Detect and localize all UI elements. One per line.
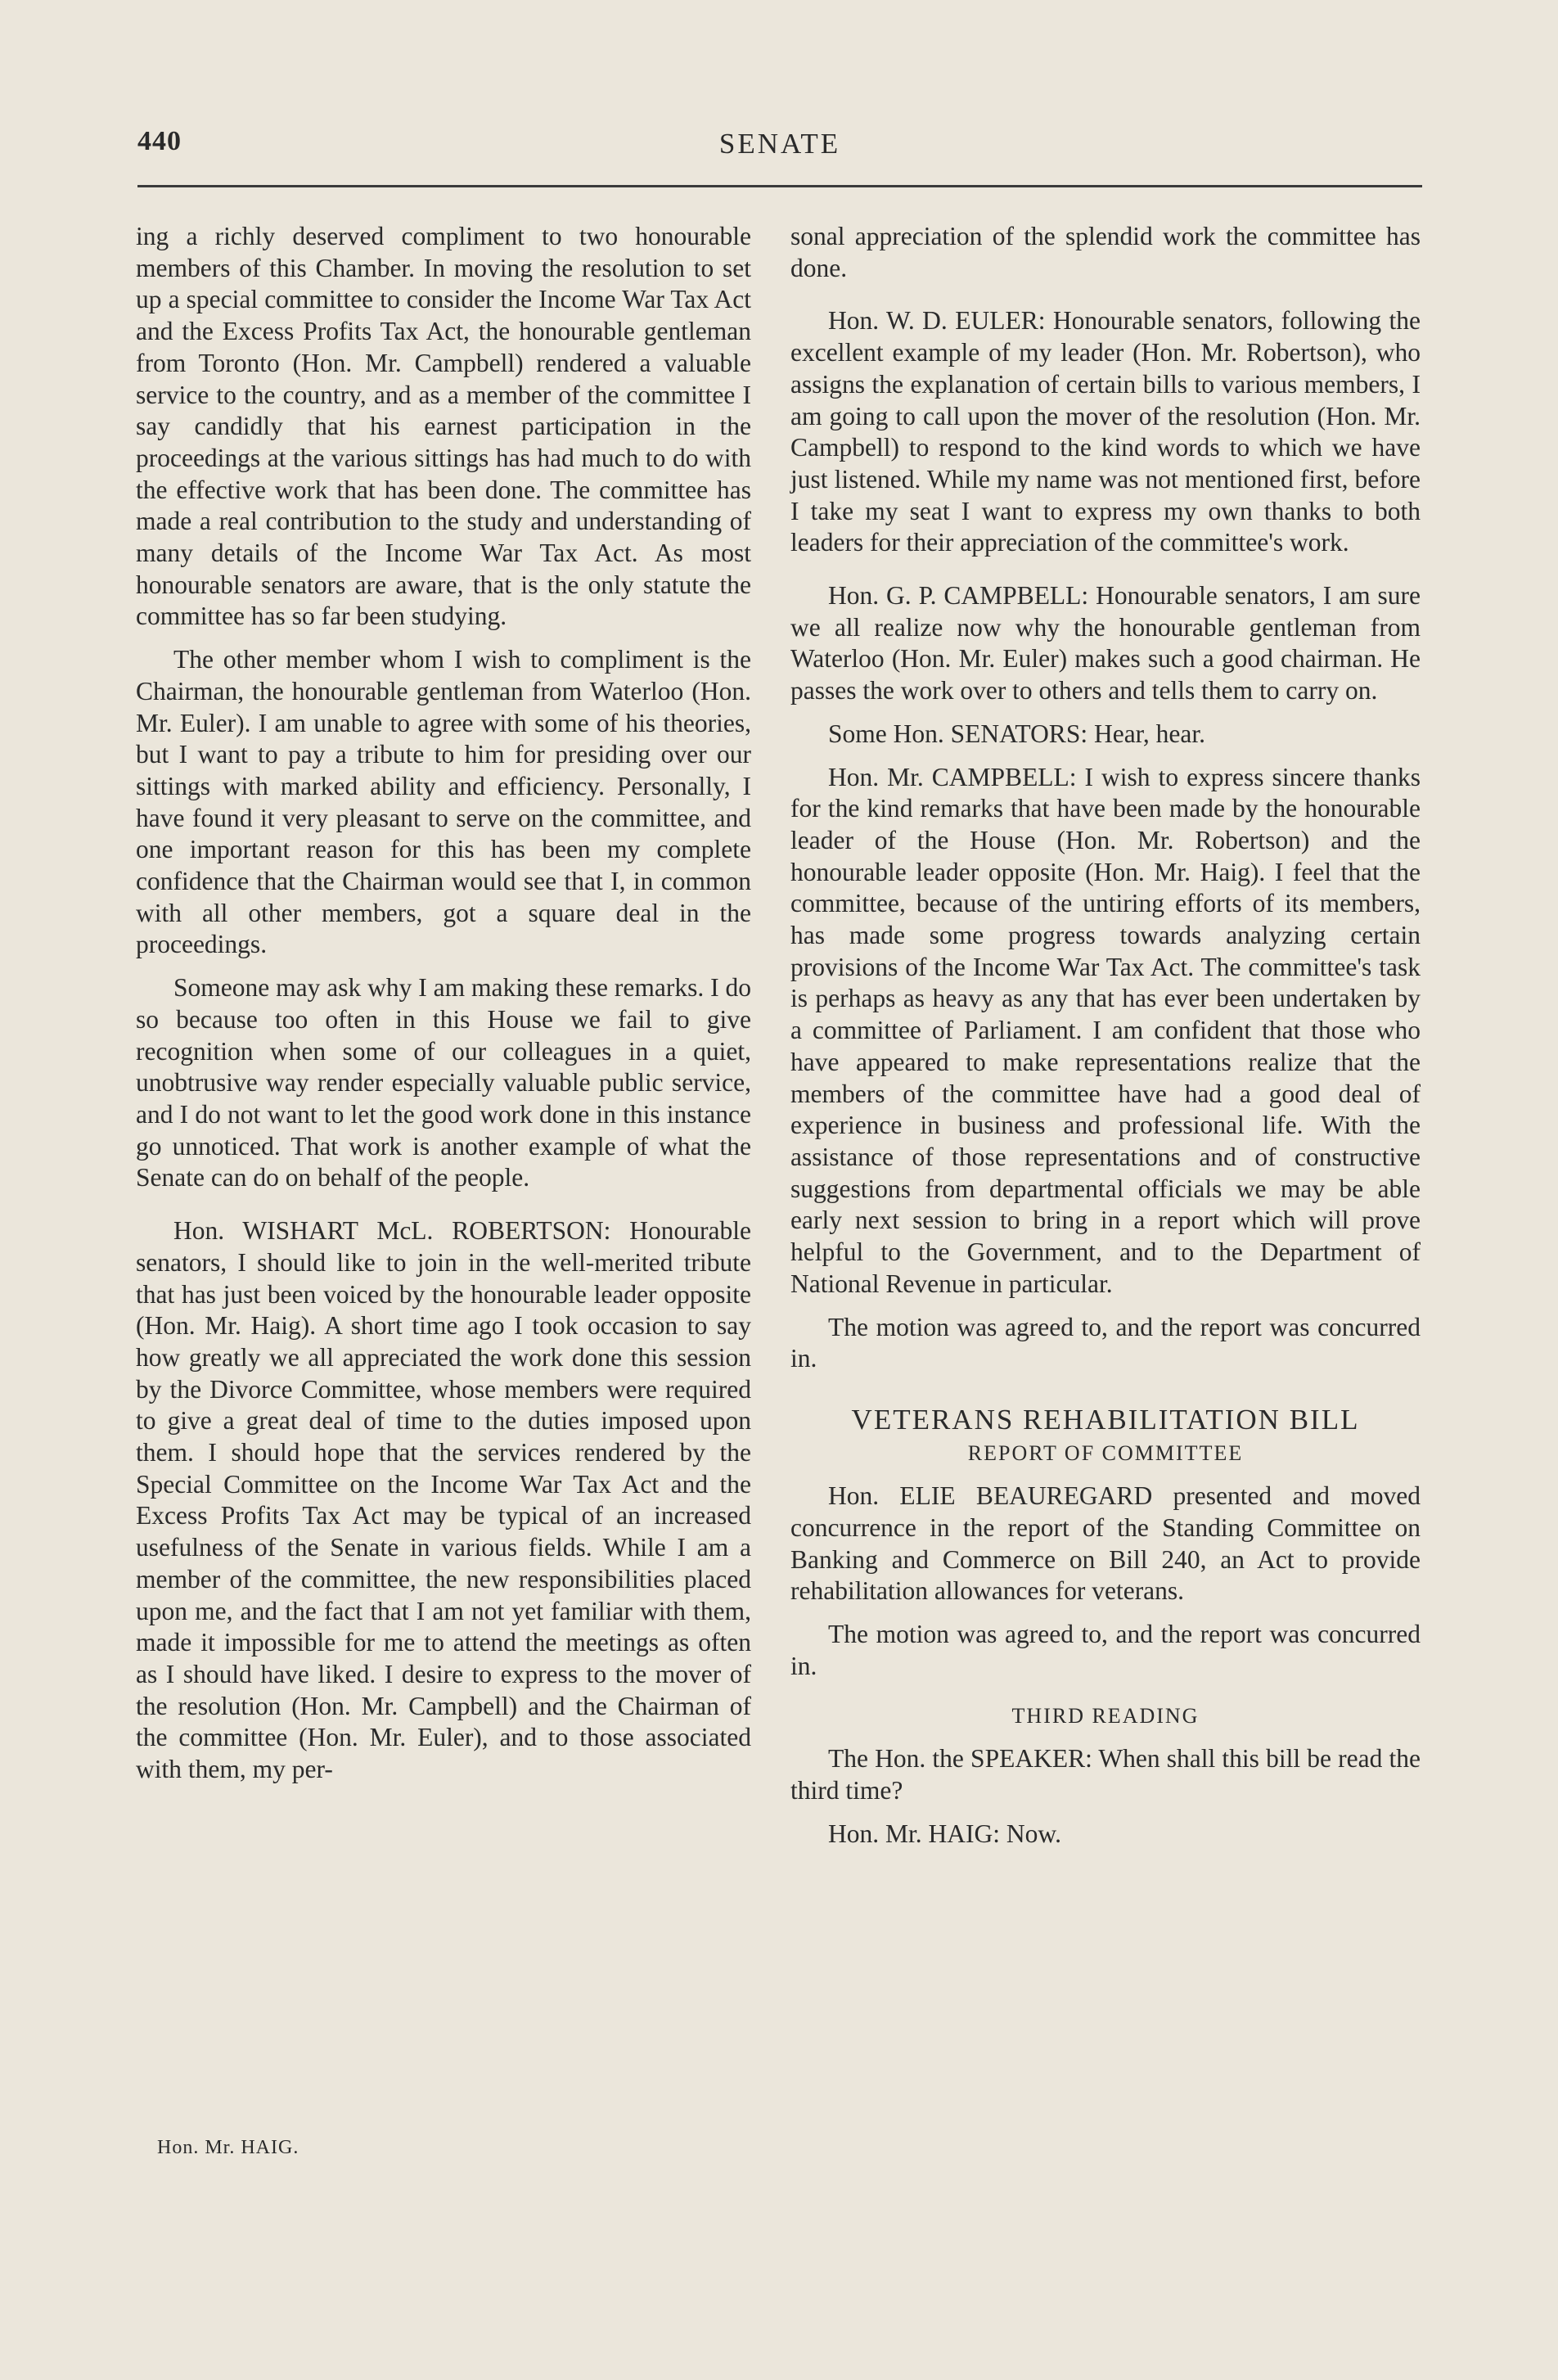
page-number: 440 bbox=[137, 126, 182, 156]
paragraph: Someone may ask why I am making these remarks. I do so because too often in this House we fail to give recognition when some of our colleagues in a quiet, unobtrusive way render especially valuable public service, and I do not want to let the good work done in this instance go unnoticed. That work is another example of what the Senate can do on behalf of the people. bbox=[136, 973, 751, 1192]
paragraph: ing a richly deserved compliment to two honourable members of this Chamber. In moving the resolution to set up a special committee to consider the Income War Tax Act and the Excess Profits Tax Act, the honourable gentleman from Toronto (Hon. Mr. Campbell) rendered a valuable service to the country, and as a member of the committee I say candidly that his earnest participation in the proceedings at the various sittings has had much to do with the effective work that has been done. The committee has made a real contribution to the study and understanding of many details of the Income War Tax Act. As most honourable senators are aware, that is the only statute the committee has so far been studying. bbox=[136, 222, 751, 631]
paragraph: Hon. WISHART McL. ROBERTSON: Honourable senators, I should like to join in the well-merited tribute that has just been voiced by the honourable leader opposite (Hon. Mr. Haig). A short time ago I took occasion to say how greatly we all appreciated the work done this session by the Divorce Committee, whose members were required to give a great deal of time to the duties imposed upon them. I should hope that the services rendered by the Special Committee on the Income War Tax Act and the Excess Profits Tax Act may be typical of an increased usefulness of the Senate in various fields. While I am a member of the committee, the new responsibilities placed upon me, and the fact that I am not yet familiar with them, made it impossible for me to attend the meetings as often as I should have liked. I desire to express to the mover of the resolution (Hon. Mr. Campbell) and the Chairman of the committee (Hon. Mr. Euler), and to those associated with them, my per- bbox=[136, 1216, 751, 1784]
paragraph: The motion was agreed to, and the report was concurred in. bbox=[790, 1312, 1421, 1373]
header-rule bbox=[137, 185, 1422, 187]
footer-speaker-note: Hon. Mr. HAIG. bbox=[157, 2137, 299, 2158]
third-reading-title: THIRD READING bbox=[1011, 1703, 1200, 1728]
paragraph: The Hon. the SPEAKER: When shall this bill be read the third time? bbox=[790, 1744, 1421, 1805]
running-head: SENATE bbox=[718, 128, 841, 160]
section-title: VETERANS REHABILITATION BILL bbox=[851, 1403, 1360, 1436]
section-subtitle: REPORT OF COMMITTEE bbox=[967, 1440, 1244, 1465]
paragraph: The other member whom I wish to compliment is the Chairman, the honourable gentleman from Waterloo (Hon. Mr. Euler). I am unable to agree with some of his theories, but I want to pay a tribute to him for presiding over our sittings with marked ability and efficiency. Personally, I have found it very pleasant to serve on the committee, and one important reason for this has been my complete confidence that the Chairman would see that I, in common with all other members, got a square deal in the proceedings. bbox=[136, 645, 751, 959]
paragraph: Hon. W. D. EULER: Honourable senators, following the excellent example of my leader (Hon. Mr. Robertson), who assigns the explanation of certain bills to various members, I am going to call upon the mover of the resolution (Hon. Mr. Campbell) to respond to the kind words to which we have just listened. While my name was not mentioned first, before I take my seat I want to express my own thanks to both leaders for their appreciation of the committee's work. bbox=[790, 306, 1421, 557]
paragraph: Hon. Mr. CAMPBELL: I wish to express sincere thanks for the kind remarks that have been made by the honourable leader of the House (Hon. Mr. Robertson) and the honourable leader opposite (Hon. Mr. Haig). I feel that the committee, because of the untiring efforts of its members, has made some progress towards analyzing certain provisions of the Income War Tax Act. The committee's task is perhaps as heavy as any that has ever been undertaken by a committee of Parliament. I am confident that those who have appeared to make representations realize that the members of the committee have had a good deal of experience in business and professional life. With the assistance of those representations and of constructive suggestions from departmental officials we may be able early next session to bring in a report which will prove helpful to the Government, and to the Department of National Revenue in particular. bbox=[790, 762, 1421, 1298]
right-column bbox=[790, 221, 1421, 1861]
left-column bbox=[136, 221, 751, 1797]
paragraph: sonal appreciation of the splendid work the committee has done. bbox=[790, 222, 1421, 282]
paragraph: Hon. G. P. CAMPBELL: Honourable senators, I am sure we all realize now why the honourable gentleman from Waterloo (Hon. Mr. Euler) makes such a good chairman. He passes the work over to others and tells them to carry on. bbox=[790, 581, 1421, 705]
paragraph: Some Hon. SENATORS: Hear, hear. bbox=[828, 719, 1205, 748]
page-header bbox=[137, 121, 1422, 170]
paragraph: Hon. ELIE BEAUREGARD presented and moved concurrence in the report of the Standing Committee on Banking and Commerce on Bill 240, an Act to provide rehabilitation allowances for veterans. bbox=[790, 1481, 1421, 1606]
paragraph: The motion was agreed to, and the report was concurred in. bbox=[790, 1620, 1421, 1680]
paragraph: Hon. Mr. HAIG: Now. bbox=[828, 1819, 1061, 1848]
